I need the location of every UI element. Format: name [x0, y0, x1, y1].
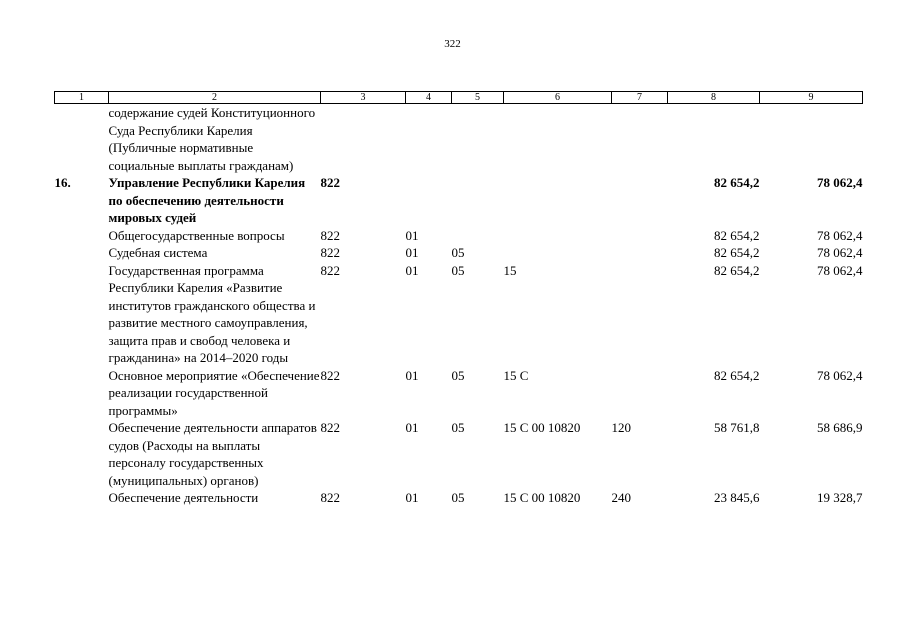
row-number: [55, 244, 109, 262]
target-article-code: 15: [503, 262, 517, 278]
table-row: [55, 174, 863, 227]
item-name: Государственная программа Республики Карелия «Развитие институтов гражданского общества и развитие местного самоуправления, защита прав и свобод человека и гражданина» на 2014–2020 годы: [108, 262, 316, 365]
page-number: 322: [444, 38, 461, 50]
department-code: 822: [320, 227, 340, 243]
amount-year-2: 19 328,7: [817, 490, 863, 505]
table-row: [55, 262, 863, 367]
amount-year-2: 78 062,4: [817, 262, 863, 278]
target-article-code: [504, 244, 612, 262]
row-number: 16.: [54, 175, 71, 190]
section-code: 01: [405, 245, 419, 260]
table-header-row: [55, 92, 863, 104]
expense-type-code: 240: [611, 490, 631, 505]
expense-type-code: [612, 244, 668, 262]
item-name: Обеспечение деятельности аппаратов судов (Расходы на выплаты персоналу государственных (муниципальных) органов): [108, 420, 317, 488]
amount-year-2: 78 062,4: [817, 367, 863, 383]
row-number: [55, 489, 109, 507]
department-code: 822: [320, 490, 340, 505]
target-article-code: [504, 227, 612, 245]
table-row: [55, 244, 863, 262]
target-article-code: 15 С 00 10820: [503, 420, 581, 435]
row-number: [55, 367, 109, 420]
column-header: 8: [668, 92, 760, 104]
column-header: 1: [55, 92, 109, 104]
expense-type-code: [612, 367, 668, 420]
table-row: [55, 489, 863, 507]
target-article-code: 15 С 00 10820: [503, 490, 581, 505]
amount-year-1: 23 845,6: [714, 490, 760, 505]
department-code: 822: [320, 420, 340, 435]
column-header: 6: [504, 92, 612, 104]
budget-table: [54, 91, 863, 507]
department-code: 822: [320, 367, 340, 383]
amount-year-1: 58 761,8: [714, 420, 760, 435]
section-code: 01: [405, 367, 419, 383]
expense-type-code: [612, 262, 668, 367]
subsection-code: 05: [451, 245, 465, 260]
row-number: [55, 227, 109, 245]
target-article-code: [504, 174, 612, 227]
department-code: 822: [320, 175, 340, 190]
expense-type-code: [612, 227, 668, 245]
column-header: 4: [406, 92, 452, 104]
amount-year-1: 82 654,2: [714, 245, 760, 260]
subsection-code: [452, 104, 504, 175]
amount-year-1: 82 654,2: [714, 367, 760, 383]
subsection-code: 05: [451, 262, 465, 278]
target-article-code: [504, 104, 612, 175]
amount-year-1: 82 654,2: [714, 262, 760, 278]
expense-type-code: [612, 174, 668, 227]
subsection-code: [452, 174, 504, 227]
table-row: [55, 227, 863, 245]
amount-year-2: 78 062,4: [817, 245, 863, 260]
column-header: 9: [760, 92, 863, 104]
column-header: 7: [612, 92, 668, 104]
subsection-code: 05: [451, 490, 465, 505]
column-header: 3: [321, 92, 406, 104]
expense-type-code: 120: [611, 420, 631, 435]
amount-year-2: 58 686,9: [817, 420, 863, 435]
row-number: [55, 419, 109, 489]
target-article-code: 15 С: [503, 367, 529, 383]
row-number: [55, 262, 109, 367]
section-code: [406, 104, 452, 175]
item-name: содержание судей Конституционного Суда Республики Карелия (Публичные нормативные социальные выплаты гражданам): [108, 105, 316, 173]
item-name: Судебная система: [108, 245, 208, 260]
table-row: [55, 104, 863, 175]
amount-year-1: 82 654,2: [714, 227, 760, 243]
department-code: 822: [320, 245, 340, 260]
column-header: 2: [109, 92, 321, 104]
section-code: [406, 174, 452, 227]
section-code: 01: [405, 262, 419, 278]
subsection-code: 05: [451, 420, 465, 435]
subsection-code: [452, 227, 504, 245]
item-name: Обеспечение деятельности: [108, 490, 259, 505]
table-body: [55, 104, 863, 507]
item-name: Основное мероприятие «Обеспечение реализации государственной программы»: [108, 367, 320, 418]
section-code: 01: [405, 420, 419, 435]
amount-year-1: [668, 104, 760, 175]
item-name: Общегосударственные вопросы: [108, 227, 285, 243]
table-row: [55, 419, 863, 489]
amount-year-1: 82 654,2: [714, 175, 760, 190]
subsection-code: 05: [451, 367, 465, 383]
table-row: [55, 367, 863, 420]
row-number: [55, 104, 109, 175]
department-code: 822: [320, 262, 340, 278]
department-code: [321, 104, 406, 175]
section-code: 01: [405, 227, 419, 243]
column-header: 5: [452, 92, 504, 104]
item-name: Управление Республики Карелия по обеспечению деятельности мировых судей: [108, 175, 306, 225]
amount-year-2: 78 062,4: [817, 175, 863, 190]
amount-year-2: 78 062,4: [817, 227, 863, 243]
expense-type-code: [612, 104, 668, 175]
section-code: 01: [405, 490, 419, 505]
amount-year-2: [760, 104, 863, 175]
